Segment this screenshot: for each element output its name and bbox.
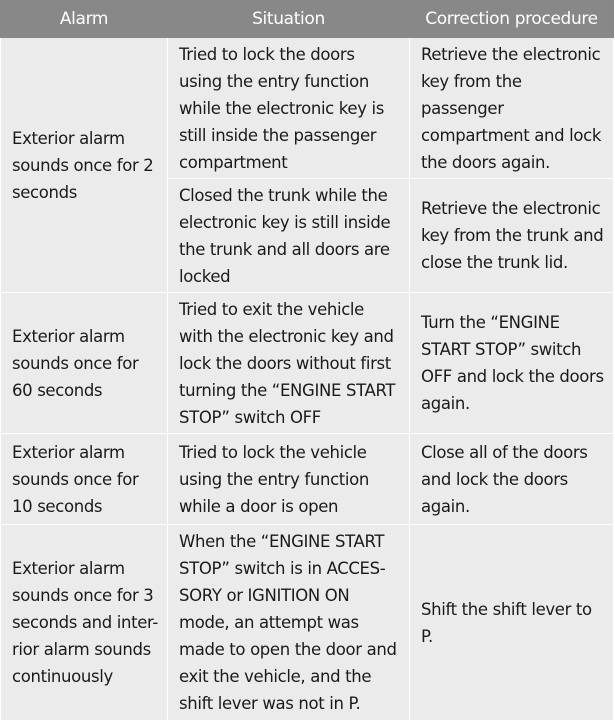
alarm-cell: Exterior alarm sounds once for 2 seconds [1,38,168,293]
table-row [1,38,614,179]
table-row [1,525,614,721]
alarm-cell: Exterior alarm sounds once for 10 seconds [1,434,168,525]
situation-cell: Tried to lock the doors using the entry function while the electronic key is still inside the passenger compartment [168,38,410,179]
alarm-cell: Exterior alarm sounds once for 60 seconds [1,293,168,434]
header-correction-procedure: Correction procedure [410,1,614,38]
correction-cell: Shift the shift lever to P. [410,525,614,721]
situation-cell: Tried to exit the vehicle with the electronic key and lock the doors without first turning the “ENGINE START STOP” switch OFF [168,293,410,434]
table-row [1,434,614,525]
situation-cell: Tried to lock the vehicle using the entry function while a door is open [168,434,410,525]
correction-cell: Retrieve the electronic key from the passenger compartment and lock the doors again. [410,38,614,179]
header-alarm: Alarm [1,1,168,38]
correction-cell: Close all of the doors and lock the doors again. [410,434,614,525]
table-row [1,293,614,434]
correction-cell: Turn the “ENGINE START STOP” switch OFF and lock the doors again. [410,293,614,434]
situation-cell: Closed the trunk while the electronic key is still inside the trunk and all doors are locked [168,179,410,293]
alarm-cell: Exterior alarm sounds once for 3 seconds and inter-rior alarm sounds continuously [1,525,168,721]
header-row [1,1,614,38]
situation-cell: When the “ENGINE START STOP” switch is in ACCES-SORY or IGNITION ON mode, an attempt was made to open the door and exit the vehicle, and the shift lever was not in P. [168,525,410,721]
header-situation: Situation [168,1,410,38]
correction-cell: Retrieve the electronic key from the trunk and close the trunk lid. [410,179,614,293]
